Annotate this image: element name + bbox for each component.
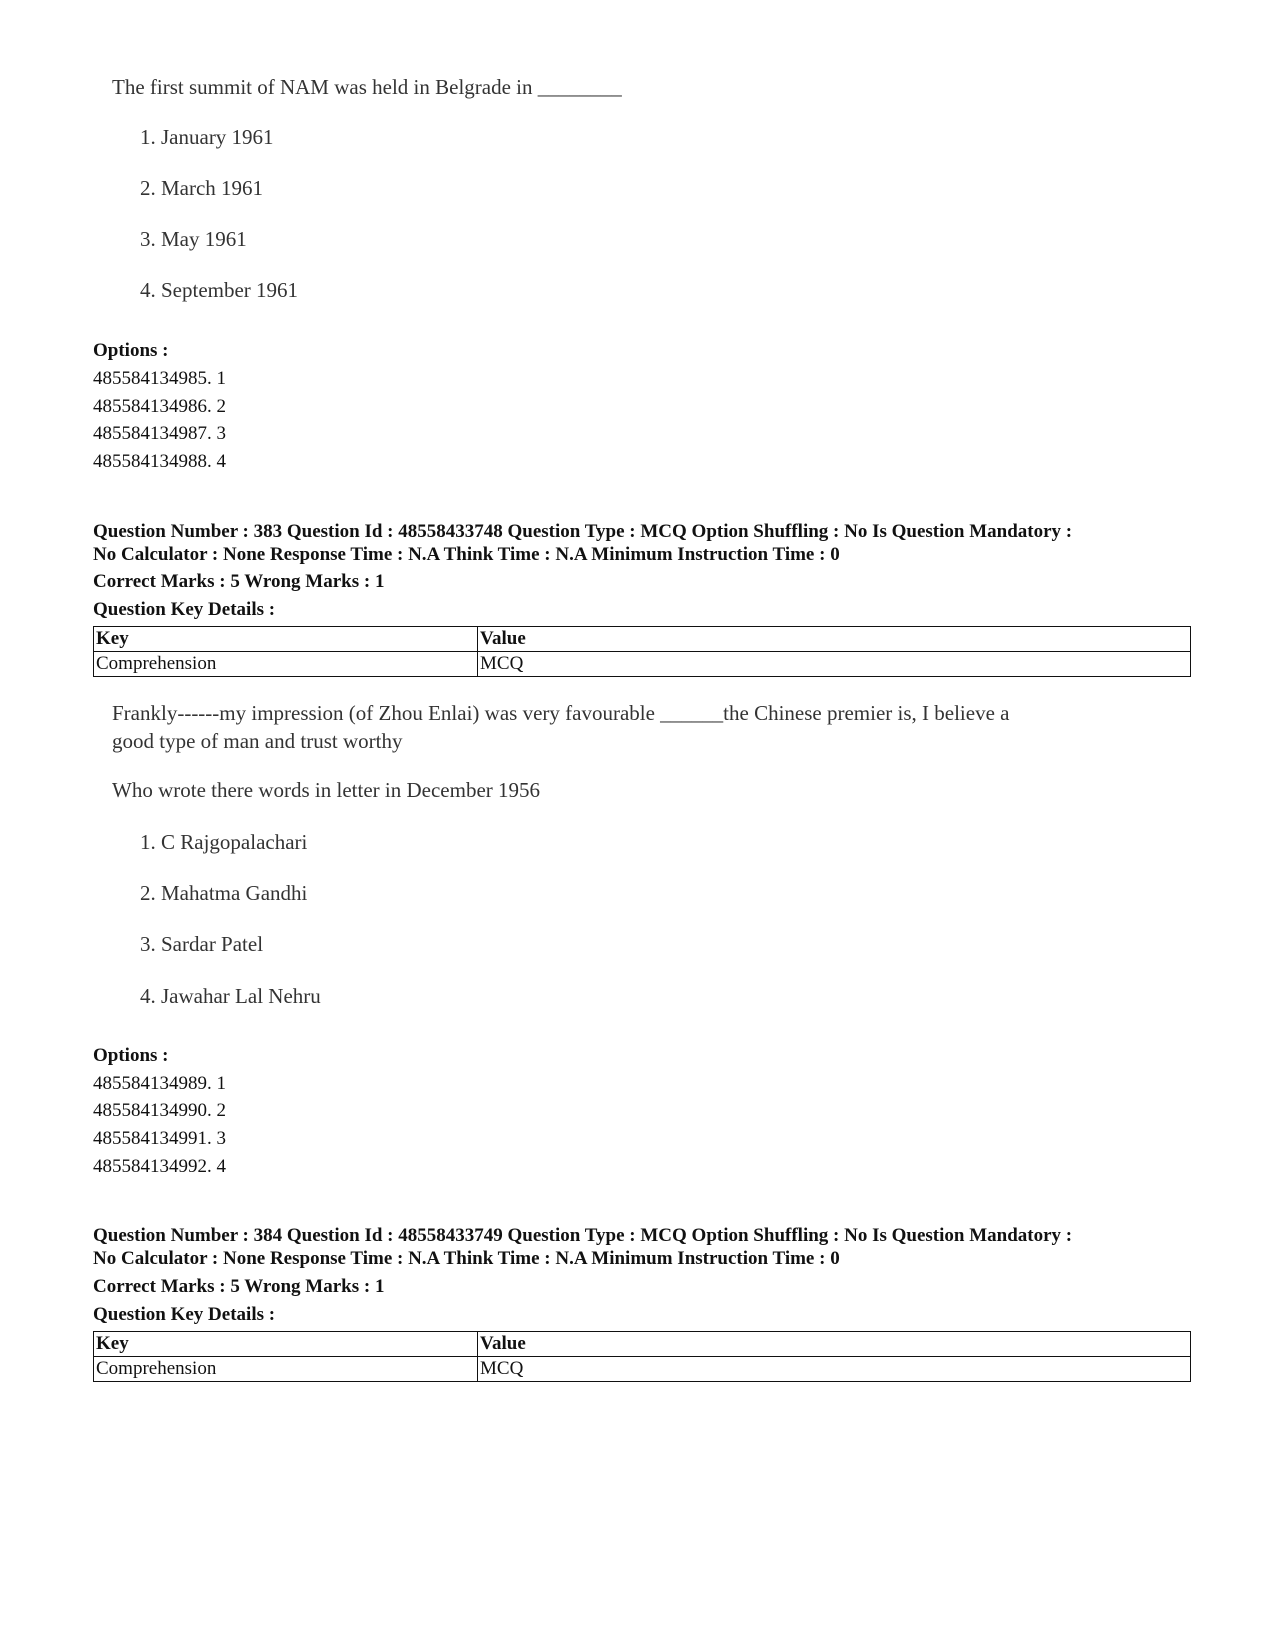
table-cell-value: MCQ <box>478 1357 1191 1382</box>
option-id-3: 485584134987. 3 <box>93 423 226 444</box>
table-row <box>94 652 1191 677</box>
table-cell-key: Comprehension <box>94 1357 478 1382</box>
passage-line-2: good type of man and trust worthy <box>112 729 403 753</box>
choice-2: 2. Mahatma Gandhi <box>140 881 308 905</box>
choice-3: 3. May 1961 <box>140 227 247 251</box>
option-id-4: 485584134992. 4 <box>93 1156 226 1177</box>
key-details-label: Question Key Details : <box>93 1304 276 1325</box>
question-meta-line-2: No Calculator : None Response Time : N.A Think Time : N.A Minimum Instruction Time : 0 <box>93 1248 840 1269</box>
option-id-2: 485584134986. 2 <box>93 396 226 417</box>
choice-1: 1. C Rajgopalachari <box>140 830 308 854</box>
key-details-label: Question Key Details : <box>93 599 276 620</box>
options-label: Options : <box>93 1045 169 1066</box>
option-id-1: 485584134989. 1 <box>93 1073 226 1094</box>
choice-4: 4. Jawahar Lal Nehru <box>140 984 321 1008</box>
question-meta-line-2: No Calculator : None Response Time : N.A Think Time : N.A Minimum Instruction Time : 0 <box>93 544 840 565</box>
option-id-4: 485584134988. 4 <box>93 451 226 472</box>
choice-1: 1. January 1961 <box>140 125 274 149</box>
table-header-key: Key <box>94 627 478 652</box>
option-id-1: 485584134985. 1 <box>93 368 226 389</box>
question-meta-line-1: Question Number : 383 Question Id : 48558433748 Question Type : MCQ Option Shuffling : No Is Question Mandatory : <box>93 521 1073 542</box>
marks-line: Correct Marks : 5 Wrong Marks : 1 <box>93 1276 385 1297</box>
option-id-3: 485584134991. 3 <box>93 1128 226 1149</box>
choice-3: 3. Sardar Patel <box>140 932 264 956</box>
table-header-value: Value <box>478 627 1191 652</box>
key-details-table <box>93 626 1191 677</box>
option-id-2: 485584134990. 2 <box>93 1100 226 1121</box>
choice-2: 2. March 1961 <box>140 176 264 200</box>
key-details-table <box>93 1331 1191 1382</box>
marks-line: Correct Marks : 5 Wrong Marks : 1 <box>93 571 385 592</box>
options-label: Options : <box>93 340 169 361</box>
table-header-key: Key <box>94 1332 478 1357</box>
table-header-row <box>94 1332 1191 1357</box>
passage-line-1: Frankly------my impression (of Zhou Enlai) was very favourable ______the Chinese premier is, I believe a <box>112 701 1010 725</box>
table-row <box>94 1357 1191 1382</box>
table-cell-value: MCQ <box>478 652 1191 677</box>
table-header-row <box>94 627 1191 652</box>
table-header-value: Value <box>478 1332 1191 1357</box>
question-text-nam: The first summit of NAM was held in Belgrade in ________ <box>112 75 622 99</box>
choice-4: 4. September 1961 <box>140 278 299 302</box>
question-text-letter: Who wrote there words in letter in December 1956 <box>112 778 541 802</box>
table-cell-key: Comprehension <box>94 652 478 677</box>
question-meta-line-1: Question Number : 384 Question Id : 48558433749 Question Type : MCQ Option Shuffling : No Is Question Mandatory : <box>93 1225 1073 1246</box>
